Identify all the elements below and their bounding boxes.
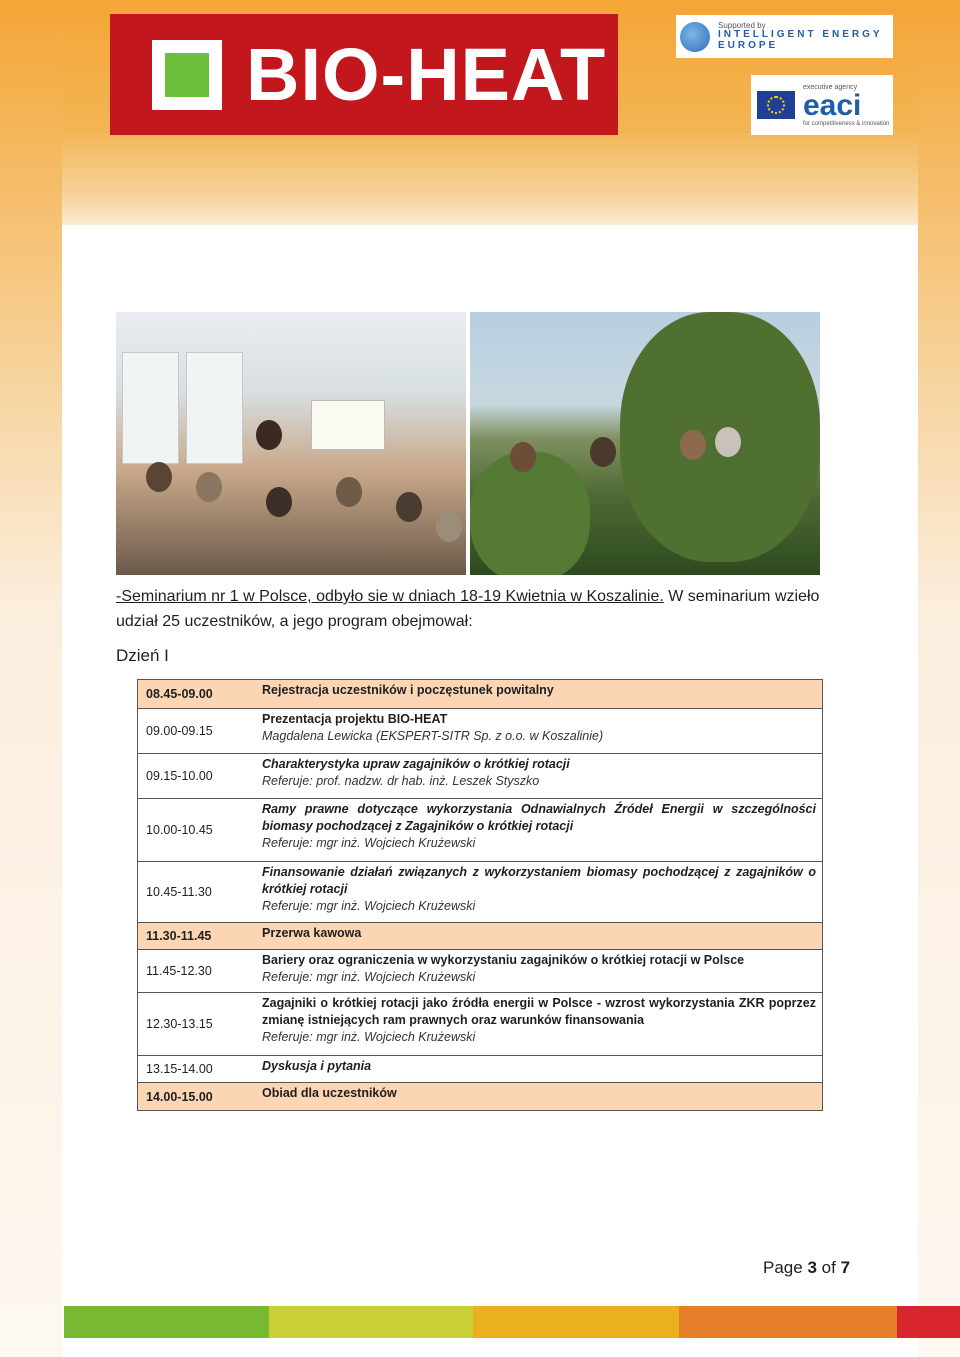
schedule-row — [138, 709, 822, 754]
schedule-time: 11.45-12.30 — [146, 964, 212, 978]
visitor-figure — [715, 427, 741, 457]
iee-globe-icon — [680, 22, 710, 52]
page-prefix: Page — [763, 1258, 803, 1277]
schedule-table — [137, 679, 823, 1111]
schedule-speaker: Referuje: mgr inż. Wojciech Krużewski — [262, 836, 476, 850]
schedule-row — [138, 950, 822, 993]
footer-segment — [897, 1306, 960, 1338]
schedule-title: Charakterystyka upraw zagajników o krótkiej rotacji — [262, 757, 570, 771]
grass-area — [470, 452, 590, 575]
schedule-speaker: Referuje: mgr inż. Wojciech Krużewski — [262, 1030, 476, 1044]
eaci-logo — [751, 75, 893, 135]
photo-window — [186, 352, 243, 464]
iee-supported-by: Supported by — [718, 20, 766, 30]
iee-logo — [676, 15, 893, 58]
schedule-speaker: Referuje: mgr inż. Wojciech Krużewski — [262, 970, 476, 984]
schedule-speaker: Referuje: prof. nadzw. dr hab. inż. Leszek Styszko — [262, 774, 540, 788]
visitor-figure — [510, 442, 536, 472]
footer-color-bar — [64, 1306, 960, 1338]
audience-head — [196, 472, 222, 502]
audience-head — [396, 492, 422, 522]
schedule-title: Bariery oraz ograniczenia w wykorzystaniu zagajników o krótkiej rotacji w Polsce — [262, 953, 745, 967]
audience-head — [146, 462, 172, 492]
right-margin-gradient — [918, 0, 960, 1357]
schedule-row — [138, 993, 822, 1056]
schedule-time: 09.15-10.00 — [146, 769, 213, 783]
page-sep: of — [821, 1258, 836, 1277]
schedule-title: Rejestracja uczestników i poczęstunek powitalny — [262, 683, 554, 697]
schedule-row — [138, 799, 822, 862]
speaker-figure — [256, 420, 282, 450]
schedule-time: 08.45-09.00 — [146, 687, 213, 701]
logo-text: BIO-HEAT — [246, 33, 607, 116]
schedule-content — [254, 862, 822, 922]
footer-segment — [64, 1306, 269, 1338]
eaci-tagline: for competitiveness & innovation — [803, 120, 890, 127]
schedule-title: Zagajniki o krótkiej rotacji jako źródła energii w Polsce - wzrost wykorzystania ZKR poprzez zmianę istniejących ram prawnych oraz warunków finansowania — [262, 996, 816, 1027]
schedule-time: 10.45-11.30 — [146, 885, 212, 899]
bio-heat-logo — [110, 14, 618, 135]
schedule-time: 09.00-09.15 — [146, 724, 213, 738]
schedule-speaker: Magdalena Lewicka (EKSPERT-SITR Sp. z o.o. w Koszalinie) — [262, 729, 604, 743]
schedule-title: Prezentacja projektu BIO-HEAT — [262, 712, 448, 726]
footer-segment — [679, 1306, 897, 1338]
schedule-content — [254, 1083, 822, 1110]
schedule-row — [138, 1083, 822, 1110]
schedule-content — [254, 799, 822, 861]
iee-line1: INTELLIGENT ENERGY — [718, 29, 883, 41]
eaci-top: executive agency — [803, 83, 858, 91]
intro-rest: W seminarium wzieło udział 25 uczestników, a jego program obejmował: — [116, 588, 820, 630]
eu-flag-icon — [757, 91, 795, 119]
schedule-speaker: Referuje: mgr inż. Wojciech Krużewski — [262, 899, 476, 913]
schedule-row — [138, 754, 822, 799]
schedule-content — [254, 950, 822, 992]
schedule-time: 12.30-13.15 — [146, 1017, 213, 1031]
schedule-content — [254, 709, 822, 753]
audience-head — [436, 512, 462, 542]
visitor-figure — [680, 430, 706, 460]
visitor-figure — [590, 437, 616, 467]
seminar-link[interactable]: -Seminarium nr 1 w Polsce, odbyło sie w dniach 18-19 Kwietnia w Koszalinie. — [116, 588, 664, 605]
schedule-content — [254, 680, 822, 708]
eaci-name: eaci — [803, 88, 862, 122]
page-current: 3 — [807, 1258, 817, 1277]
logo-square-icon — [152, 40, 222, 110]
footer-segment — [473, 1306, 679, 1338]
page-number — [763, 1258, 850, 1278]
schedule-row — [138, 923, 822, 950]
schedule-content — [254, 923, 822, 949]
schedule-content — [254, 993, 822, 1055]
projector-screen — [311, 400, 385, 450]
schedule-row — [138, 1056, 822, 1083]
seminar-room-photo — [116, 312, 466, 575]
schedule-time: 10.00-10.45 — [146, 823, 213, 837]
footer-segment — [269, 1306, 473, 1338]
field-visit-photo — [470, 312, 820, 575]
schedule-content — [254, 1056, 822, 1082]
left-margin-gradient — [0, 0, 62, 1357]
schedule-row — [138, 680, 822, 709]
schedule-row — [138, 862, 822, 923]
iee-line2: EUROPE — [718, 39, 779, 51]
schedule-title: Dyskusja i pytania — [262, 1059, 372, 1073]
page-total: 7 — [840, 1258, 851, 1277]
audience-head — [266, 487, 292, 517]
schedule-title: Ramy prawne dotyczące wykorzystania Odnawialnych Źródeł Energii w szczególności biomasy pochodzącej z Zagajników o krótkiej rotacji — [262, 802, 816, 833]
schedule-time: 11.30-11.45 — [146, 929, 212, 943]
schedule-title: Obiad dla uczestników — [262, 1086, 397, 1100]
audience-head — [336, 477, 362, 507]
photo-window — [122, 352, 179, 464]
schedule-time: 14.00-15.00 — [146, 1089, 213, 1104]
schedule-time: 13.15-14.00 — [146, 1062, 213, 1076]
schedule-title: Przerwa kawowa — [262, 926, 362, 940]
schedule-content — [254, 754, 822, 798]
day-label: Dzień I — [116, 646, 169, 665]
schedule-title: Finansowanie działań związanych z wykorzystaniem biomasy pochodzącej z zagajników o krótkiej rotacji — [262, 865, 816, 896]
intro-paragraph — [116, 584, 851, 634]
